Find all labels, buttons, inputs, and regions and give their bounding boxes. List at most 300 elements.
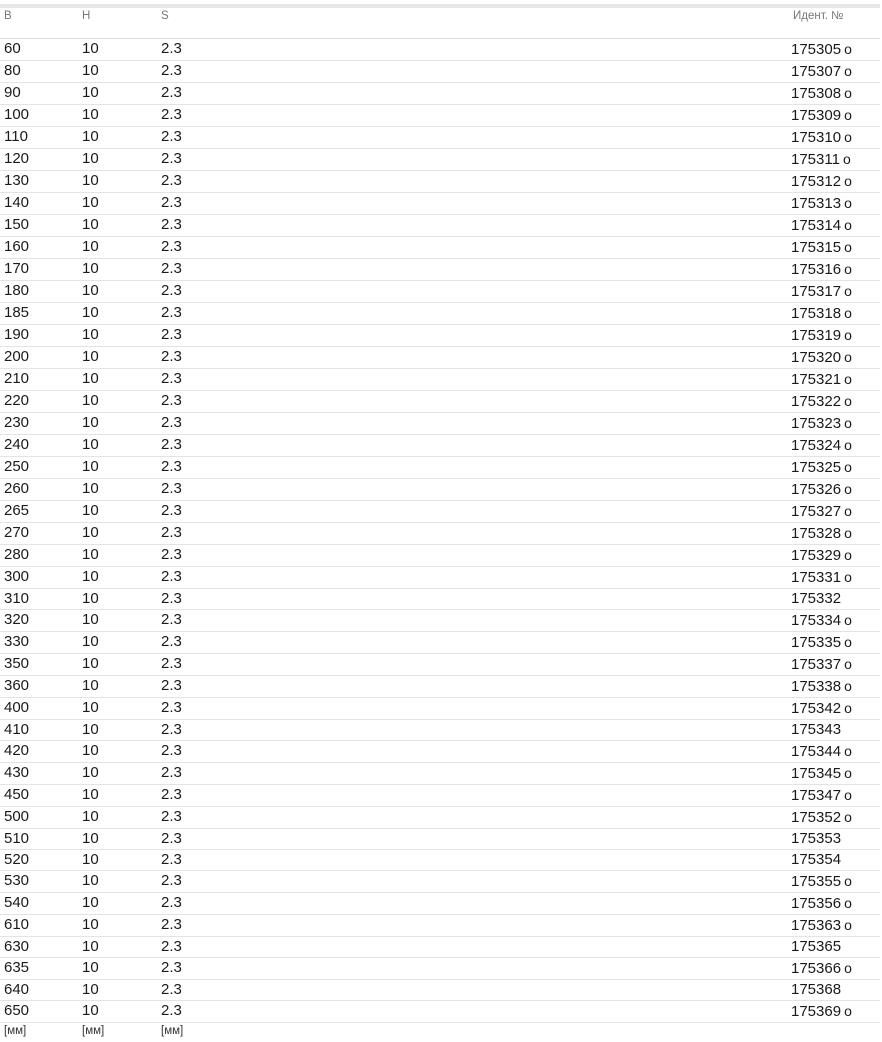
cell-b: 160 <box>0 236 78 258</box>
cell-ident <box>789 412 880 434</box>
table-row <box>0 675 880 697</box>
availability-mark: o <box>844 480 852 497</box>
cell-b: 410 <box>0 719 78 740</box>
availability-mark: o <box>844 260 852 277</box>
table-row <box>0 1000 880 1022</box>
cell-h: 10 <box>78 434 157 456</box>
ident-number: 175344 <box>791 742 842 760</box>
cell-ident <box>789 258 880 280</box>
cell-s: 2.3 <box>157 631 789 653</box>
cell-ident <box>789 82 880 104</box>
availability-mark: o <box>844 172 852 189</box>
table-row <box>0 126 880 148</box>
cell-s: 2.3 <box>157 740 789 762</box>
cell-h: 10 <box>78 104 157 126</box>
cell-b: 220 <box>0 390 78 412</box>
cell-h: 10 <box>78 1000 157 1022</box>
cell-b: 120 <box>0 148 78 170</box>
table-row <box>0 368 880 390</box>
cell-ident <box>789 500 880 522</box>
cell-b: 610 <box>0 914 78 936</box>
ident-number: 175343 <box>791 720 842 738</box>
cell-ident <box>789 806 880 828</box>
table-row <box>0 236 880 258</box>
cell-s: 2.3 <box>157 434 789 456</box>
ident-number: 175307 <box>791 62 842 80</box>
availability-mark: o <box>844 502 852 519</box>
ident-number: 175326 <box>791 480 842 498</box>
cell-ident <box>789 849 880 870</box>
cell-s: 2.3 <box>157 719 789 740</box>
header-b: B <box>0 8 78 38</box>
cell-s: 2.3 <box>157 478 789 500</box>
cell-h: 10 <box>78 390 157 412</box>
cell-h: 10 <box>78 170 157 192</box>
cell-b: 250 <box>0 456 78 478</box>
availability-mark: o <box>844 304 852 321</box>
header-s: S <box>157 8 789 38</box>
cell-h: 10 <box>78 675 157 697</box>
availability-mark: o <box>844 370 852 387</box>
availability-mark: o <box>844 894 852 911</box>
cell-h: 10 <box>78 784 157 806</box>
availability-mark: o <box>844 959 852 976</box>
availability-mark: o <box>844 568 852 585</box>
units-footer <box>0 1022 880 1042</box>
table-row <box>0 609 880 631</box>
cell-s: 2.3 <box>157 302 789 324</box>
cell-b: 170 <box>0 258 78 280</box>
cell-ident <box>789 302 880 324</box>
cell-b: 310 <box>0 588 78 609</box>
cell-s: 2.3 <box>157 236 789 258</box>
unit-b: [мм] <box>4 1024 27 1037</box>
cell-ident <box>789 346 880 368</box>
cell-b: 110 <box>0 126 78 148</box>
cell-ident <box>789 870 880 892</box>
ident-number: 175365 <box>791 937 842 955</box>
cell-ident <box>789 544 880 566</box>
cell-s: 2.3 <box>157 500 789 522</box>
availability-mark: o <box>844 655 852 672</box>
table-row <box>0 280 880 302</box>
cell-b: 265 <box>0 500 78 522</box>
table-row <box>0 740 880 762</box>
cell-h: 10 <box>78 806 157 828</box>
availability-mark: o <box>842 150 851 167</box>
availability-mark: o <box>844 348 852 365</box>
cell-h: 10 <box>78 500 157 522</box>
cell-ident <box>789 434 880 456</box>
ident-number: 175318 <box>791 304 842 322</box>
cell-b: 100 <box>0 104 78 126</box>
header-row <box>0 8 880 38</box>
ident-number: 175366 <box>791 959 842 977</box>
cell-s: 2.3 <box>157 892 789 914</box>
cell-h: 10 <box>78 631 157 653</box>
availability-mark: o <box>844 128 852 145</box>
cell-b: 635 <box>0 957 78 979</box>
availability-mark: o <box>844 282 852 299</box>
cell-b: 650 <box>0 1000 78 1022</box>
cell-ident <box>789 697 880 719</box>
cell-s: 2.3 <box>157 806 789 828</box>
availability-mark: o <box>844 1002 852 1019</box>
cell-s: 2.3 <box>157 979 789 1000</box>
cell-b: 185 <box>0 302 78 324</box>
cell-s: 2.3 <box>157 258 789 280</box>
ident-number: 175311 <box>791 150 840 168</box>
table-row <box>0 434 880 456</box>
ident-number: 175353 <box>791 829 842 847</box>
cell-ident <box>789 566 880 588</box>
availability-mark: o <box>844 62 852 79</box>
cell-s: 2.3 <box>157 914 789 936</box>
cell-b: 130 <box>0 170 78 192</box>
table-row <box>0 936 880 957</box>
table-row <box>0 170 880 192</box>
ident-number: 175332 <box>791 589 842 607</box>
cell-s: 2.3 <box>157 126 789 148</box>
cell-ident <box>789 478 880 500</box>
availability-mark: o <box>844 194 852 211</box>
ident-number: 175347 <box>791 786 842 804</box>
cell-ident <box>789 1000 880 1022</box>
ident-number: 175312 <box>791 172 842 190</box>
header-ident: Идент. № <box>789 8 880 38</box>
cell-h: 10 <box>78 258 157 280</box>
table-row <box>0 914 880 936</box>
ident-number: 175325 <box>791 458 842 476</box>
cell-s: 2.3 <box>157 936 789 957</box>
cell-b: 330 <box>0 631 78 653</box>
cell-s: 2.3 <box>157 697 789 719</box>
table-row <box>0 324 880 346</box>
cell-s: 2.3 <box>157 849 789 870</box>
ident-number: 175315 <box>791 238 842 256</box>
unit-h: [мм] <box>82 1024 105 1037</box>
cell-b: 420 <box>0 740 78 762</box>
cell-b: 350 <box>0 653 78 675</box>
cell-ident <box>789 38 880 60</box>
table-row <box>0 412 880 434</box>
cell-ident <box>789 609 880 631</box>
cell-ident <box>789 368 880 390</box>
cell-h: 10 <box>78 762 157 784</box>
table-row <box>0 979 880 1000</box>
cell-b: 280 <box>0 544 78 566</box>
table-row <box>0 522 880 544</box>
cell-h: 10 <box>78 979 157 1000</box>
cell-h: 10 <box>78 522 157 544</box>
cell-s: 2.3 <box>157 1000 789 1022</box>
cell-ident <box>789 740 880 762</box>
table-body <box>0 38 880 1022</box>
table-row <box>0 456 880 478</box>
cell-s: 2.3 <box>157 390 789 412</box>
cell-h: 10 <box>78 236 157 258</box>
table-row <box>0 38 880 60</box>
ident-number: 175320 <box>791 348 842 366</box>
table-row <box>0 148 880 170</box>
cell-ident <box>789 324 880 346</box>
cell-b: 510 <box>0 828 78 849</box>
header-h: H <box>78 8 157 38</box>
table-row <box>0 806 880 828</box>
cell-s: 2.3 <box>157 148 789 170</box>
cell-ident <box>789 522 880 544</box>
cell-s: 2.3 <box>157 609 789 631</box>
table-header <box>0 8 880 38</box>
cell-b: 90 <box>0 82 78 104</box>
ident-number: 175328 <box>791 524 842 542</box>
availability-mark: o <box>844 40 852 57</box>
cell-h: 10 <box>78 566 157 588</box>
availability-mark: o <box>844 677 852 694</box>
ident-number: 175334 <box>791 611 842 629</box>
ident-number: 175319 <box>791 326 842 344</box>
ident-number: 175338 <box>791 677 842 695</box>
units-row <box>0 1022 880 1042</box>
cell-b: 630 <box>0 936 78 957</box>
table-row <box>0 566 880 588</box>
cell-s: 2.3 <box>157 762 789 784</box>
table-row <box>0 214 880 236</box>
cell-h: 10 <box>78 588 157 609</box>
table-row <box>0 390 880 412</box>
table-row <box>0 719 880 740</box>
cell-h: 10 <box>78 302 157 324</box>
cell-s: 2.3 <box>157 653 789 675</box>
cell-s: 2.3 <box>157 566 789 588</box>
cell-h: 10 <box>78 412 157 434</box>
availability-mark: o <box>844 436 852 453</box>
ident-number: 175313 <box>791 194 842 212</box>
cell-ident <box>789 957 880 979</box>
ident-number: 175310 <box>791 128 842 146</box>
cell-b: 270 <box>0 522 78 544</box>
ident-number: 175356 <box>791 894 842 912</box>
cell-h: 10 <box>78 280 157 302</box>
table-row <box>0 346 880 368</box>
cell-b: 150 <box>0 214 78 236</box>
cell-ident <box>789 214 880 236</box>
cell-b: 640 <box>0 979 78 1000</box>
cell-b: 300 <box>0 566 78 588</box>
table-row <box>0 60 880 82</box>
cell-h: 10 <box>78 544 157 566</box>
cell-ident <box>789 784 880 806</box>
table-row <box>0 870 880 892</box>
table-row <box>0 697 880 719</box>
availability-mark: o <box>844 872 852 889</box>
availability-mark: o <box>844 392 852 409</box>
cell-ident <box>789 192 880 214</box>
unit-s: [мм] <box>161 1024 184 1037</box>
cell-ident <box>789 719 880 740</box>
cell-b: 240 <box>0 434 78 456</box>
unit-id <box>789 1022 880 1042</box>
cell-s: 2.3 <box>157 588 789 609</box>
cell-s: 2.3 <box>157 280 789 302</box>
cell-ident <box>789 126 880 148</box>
ident-number: 175368 <box>791 980 842 998</box>
ident-number: 175317 <box>791 282 842 300</box>
availability-mark: o <box>844 458 852 475</box>
cell-h: 10 <box>78 828 157 849</box>
availability-mark: o <box>844 786 852 803</box>
ident-number: 175327 <box>791 502 842 520</box>
cell-h: 10 <box>78 324 157 346</box>
cell-h: 10 <box>78 870 157 892</box>
cell-b: 80 <box>0 60 78 82</box>
cell-s: 2.3 <box>157 828 789 849</box>
availability-mark: o <box>844 808 852 825</box>
table-row <box>0 82 880 104</box>
cell-h: 10 <box>78 740 157 762</box>
product-table <box>0 8 880 1042</box>
table-row <box>0 104 880 126</box>
cell-h: 10 <box>78 653 157 675</box>
cell-h: 10 <box>78 849 157 870</box>
ident-number: 175305 <box>791 40 842 58</box>
cell-b: 210 <box>0 368 78 390</box>
cell-ident <box>789 675 880 697</box>
cell-h: 10 <box>78 126 157 148</box>
cell-s: 2.3 <box>157 170 789 192</box>
table-row <box>0 892 880 914</box>
cell-ident <box>789 631 880 653</box>
cell-h: 10 <box>78 719 157 740</box>
cell-b: 180 <box>0 280 78 302</box>
cell-h: 10 <box>78 148 157 170</box>
cell-s: 2.3 <box>157 675 789 697</box>
cell-b: 530 <box>0 870 78 892</box>
cell-s: 2.3 <box>157 870 789 892</box>
cell-s: 2.3 <box>157 346 789 368</box>
availability-mark: o <box>844 216 852 233</box>
cell-b: 540 <box>0 892 78 914</box>
availability-mark: o <box>844 414 852 431</box>
cell-s: 2.3 <box>157 60 789 82</box>
table-row <box>0 784 880 806</box>
cell-b: 430 <box>0 762 78 784</box>
ident-number: 175322 <box>791 392 842 410</box>
cell-ident <box>789 914 880 936</box>
cell-ident <box>789 170 880 192</box>
cell-ident <box>789 588 880 609</box>
cell-s: 2.3 <box>157 544 789 566</box>
cell-b: 260 <box>0 478 78 500</box>
cell-h: 10 <box>78 368 157 390</box>
ident-number: 175342 <box>791 699 842 717</box>
cell-b: 200 <box>0 346 78 368</box>
ident-number: 175324 <box>791 436 842 454</box>
ident-number: 175369 <box>791 1002 842 1020</box>
table-row <box>0 849 880 870</box>
availability-mark: o <box>844 546 852 563</box>
cell-b: 60 <box>0 38 78 60</box>
cell-h: 10 <box>78 82 157 104</box>
cell-ident <box>789 828 880 849</box>
cell-h: 10 <box>78 957 157 979</box>
table-row <box>0 653 880 675</box>
cell-h: 10 <box>78 60 157 82</box>
availability-mark: o <box>844 764 852 781</box>
availability-mark: o <box>844 524 852 541</box>
cell-s: 2.3 <box>157 104 789 126</box>
table-row <box>0 544 880 566</box>
ident-number: 175316 <box>791 260 842 278</box>
cell-h: 10 <box>78 609 157 631</box>
cell-b: 520 <box>0 849 78 870</box>
availability-mark: o <box>844 326 852 343</box>
ident-number: 175321 <box>791 370 842 388</box>
cell-h: 10 <box>78 346 157 368</box>
availability-mark: o <box>844 84 852 101</box>
cell-ident <box>789 979 880 1000</box>
cell-ident <box>789 456 880 478</box>
ident-number: 175314 <box>791 216 842 234</box>
cell-b: 320 <box>0 609 78 631</box>
cell-b: 450 <box>0 784 78 806</box>
cell-ident <box>789 148 880 170</box>
availability-mark: o <box>844 611 852 628</box>
availability-mark: o <box>844 699 852 716</box>
cell-s: 2.3 <box>157 522 789 544</box>
cell-b: 360 <box>0 675 78 697</box>
table-row <box>0 192 880 214</box>
cell-b: 140 <box>0 192 78 214</box>
cell-ident <box>789 236 880 258</box>
ident-number: 175363 <box>791 916 842 934</box>
table-row <box>0 957 880 979</box>
cell-h: 10 <box>78 38 157 60</box>
table-row <box>0 762 880 784</box>
cell-h: 10 <box>78 214 157 236</box>
table-row <box>0 478 880 500</box>
cell-s: 2.3 <box>157 192 789 214</box>
availability-mark: o <box>844 633 852 650</box>
table-row <box>0 302 880 324</box>
table-row <box>0 828 880 849</box>
availability-mark: o <box>844 238 852 255</box>
cell-s: 2.3 <box>157 82 789 104</box>
availability-mark: o <box>844 742 852 759</box>
ident-number: 175308 <box>791 84 842 102</box>
ident-number: 175335 <box>791 633 842 651</box>
availability-mark: o <box>844 106 852 123</box>
cell-s: 2.3 <box>157 368 789 390</box>
cell-ident <box>789 104 880 126</box>
ident-number: 175355 <box>791 872 842 890</box>
cell-ident <box>789 280 880 302</box>
cell-h: 10 <box>78 478 157 500</box>
ident-number: 175309 <box>791 106 842 124</box>
ident-number: 175354 <box>791 850 842 868</box>
cell-ident <box>789 892 880 914</box>
cell-s: 2.3 <box>157 957 789 979</box>
ident-number: 175352 <box>791 808 842 826</box>
cell-s: 2.3 <box>157 214 789 236</box>
cell-b: 230 <box>0 412 78 434</box>
cell-ident <box>789 60 880 82</box>
cell-s: 2.3 <box>157 456 789 478</box>
cell-h: 10 <box>78 892 157 914</box>
ident-number: 175323 <box>791 414 842 432</box>
cell-ident <box>789 390 880 412</box>
cell-h: 10 <box>78 192 157 214</box>
